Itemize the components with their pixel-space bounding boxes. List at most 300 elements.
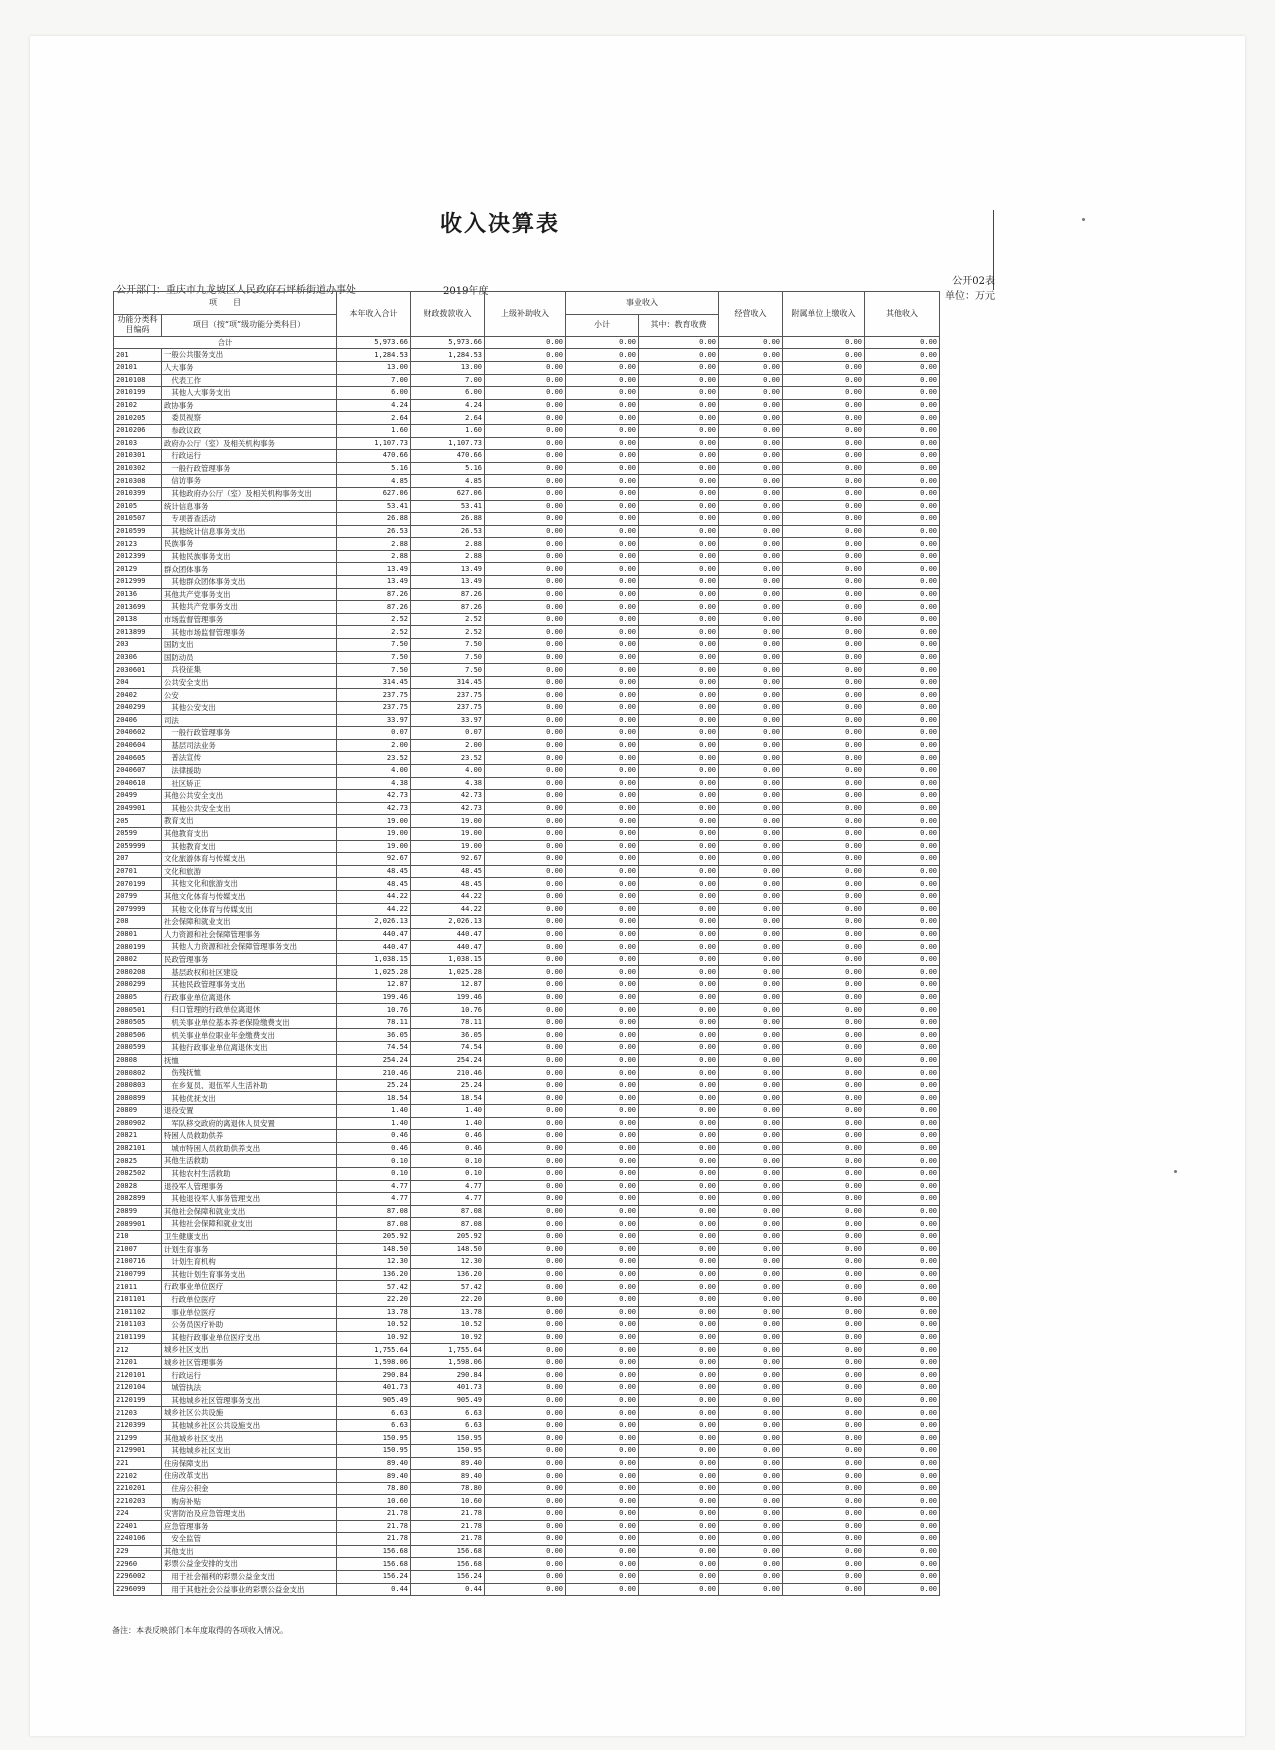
item-name-cell: 其他民族事务支出 [162,550,337,563]
total-cell: 89.40 [337,1457,411,1470]
header-business: 事业收入 [566,292,719,315]
superior-cell: 0.00 [485,1293,566,1306]
total-cell: 2.52 [337,626,411,639]
affiliated-cell: 0.00 [783,639,865,652]
business-subtotal-cell: 0.00 [566,1570,639,1583]
education-fee-cell: 0.00 [639,1281,719,1294]
table-row [114,412,940,425]
item-name-cell: 法律援助 [162,764,337,777]
table-row [114,1344,940,1357]
item-name-cell: 参政议政 [162,424,337,437]
func-code-cell: 21011 [114,1281,162,1294]
operating-cell: 0.00 [719,601,783,614]
affiliated-cell: 0.00 [783,550,865,563]
table-row [114,664,940,677]
affiliated-cell: 0.00 [783,1130,865,1143]
func-code-cell: 210 [114,1230,162,1243]
other-cell: 0.00 [865,1105,940,1118]
business-subtotal-cell: 0.00 [566,450,639,463]
fiscal-cell: 1,038.15 [411,953,485,966]
header-operating: 经营收入 [719,292,783,337]
operating-cell: 0.00 [719,953,783,966]
operating-cell: 0.00 [719,1382,783,1395]
business-subtotal-cell: 0.00 [566,424,639,437]
affiliated-cell: 0.00 [783,1369,865,1382]
fiscal-cell: 25.24 [411,1079,485,1092]
education-fee-cell: 0.00 [639,639,719,652]
education-fee-cell: 0.00 [639,702,719,715]
superior-cell: 0.00 [485,802,566,815]
other-cell: 0.00 [865,1004,940,1017]
other-cell: 0.00 [865,361,940,374]
business-subtotal-cell: 0.00 [566,1243,639,1256]
affiliated-cell: 0.00 [783,626,865,639]
business-subtotal-cell: 0.00 [566,953,639,966]
other-cell: 0.00 [865,1482,940,1495]
operating-cell: 0.00 [719,1256,783,1269]
education-fee-cell: 0.00 [639,865,719,878]
affiliated-cell: 0.00 [783,1230,865,1243]
business-subtotal-cell: 0.00 [566,550,639,563]
fiscal-cell: 254.24 [411,1054,485,1067]
affiliated-cell: 0.00 [783,1344,865,1357]
superior-cell: 0.00 [485,550,566,563]
fiscal-cell: 21.78 [411,1508,485,1521]
operating-cell: 0.00 [719,1445,783,1458]
total-cell: 6.63 [337,1419,411,1432]
item-name-cell: 政协事务 [162,399,337,412]
fiscal-cell: 440.47 [411,941,485,954]
other-cell: 0.00 [865,462,940,475]
func-code-cell: 2120399 [114,1419,162,1432]
operating-cell: 0.00 [719,462,783,475]
business-subtotal-cell: 0.00 [566,827,639,840]
func-code-cell: 2012999 [114,576,162,589]
table-row [114,1306,940,1319]
superior-cell: 0.00 [485,538,566,551]
other-cell: 0.00 [865,1016,940,1029]
business-subtotal-cell: 0.00 [566,651,639,664]
education-fee-cell: 0.00 [639,1130,719,1143]
business-subtotal-cell: 0.00 [566,1256,639,1269]
item-name-cell: 其他教育支出 [162,840,337,853]
func-code-cell: 224 [114,1508,162,1521]
item-name-cell: 其他文化体育与传媒支出 [162,903,337,916]
business-subtotal-cell: 0.00 [566,525,639,538]
header-other: 其他收入 [865,292,940,337]
operating-cell: 0.00 [719,979,783,992]
fiscal-cell: 1,025.28 [411,966,485,979]
affiliated-cell: 0.00 [783,802,865,815]
superior-cell: 0.00 [485,424,566,437]
education-fee-cell: 0.00 [639,1079,719,1092]
fiscal-cell: 627.06 [411,487,485,500]
other-cell: 0.00 [865,1570,940,1583]
education-fee-cell: 0.00 [639,550,719,563]
item-name-cell: 行政单位医疗 [162,1293,337,1306]
other-cell: 0.00 [865,601,940,614]
education-fee-cell: 0.00 [639,1432,719,1445]
superior-cell: 0.00 [485,1445,566,1458]
superior-cell: 0.00 [485,991,566,1004]
fiscal-cell: 210.46 [411,1067,485,1080]
table-row [114,588,940,601]
affiliated-cell: 0.00 [783,790,865,803]
business-subtotal-cell: 0.00 [566,1457,639,1470]
operating-cell: 0.00 [719,676,783,689]
item-name-cell: 其他教育支出 [162,827,337,840]
func-code-cell: 20808 [114,1054,162,1067]
func-code-cell: 207 [114,853,162,866]
superior-cell: 0.00 [485,1382,566,1395]
func-code-cell: 20101 [114,361,162,374]
total-cell: 205.92 [337,1230,411,1243]
func-code-cell: 205 [114,815,162,828]
fiscal-cell: 401.73 [411,1382,485,1395]
affiliated-cell: 0.00 [783,538,865,551]
header-item-group: 项 目 [114,292,337,315]
other-cell: 0.00 [865,387,940,400]
func-code-cell: 2012399 [114,550,162,563]
business-subtotal-cell: 0.00 [566,903,639,916]
total-cell: 314.45 [337,676,411,689]
business-subtotal-cell: 0.00 [566,1306,639,1319]
operating-cell: 0.00 [719,865,783,878]
item-name-cell: 退役安置 [162,1105,337,1118]
business-subtotal-cell: 0.00 [566,613,639,626]
education-fee-cell: 0.00 [639,1319,719,1332]
func-code-cell: 2080902 [114,1117,162,1130]
superior-cell: 0.00 [485,525,566,538]
business-subtotal-cell: 0.00 [566,1092,639,1105]
item-name-cell: 机关事业单位基本养老保险缴费支出 [162,1016,337,1029]
other-cell: 0.00 [865,865,940,878]
education-fee-cell: 0.00 [639,1394,719,1407]
table-row [114,802,940,815]
table-row [114,752,940,765]
total-cell: 4.77 [337,1193,411,1206]
education-fee-cell: 0.00 [639,1470,719,1483]
fiscal-cell: 1.60 [411,424,485,437]
item-name-cell: 计划生育机构 [162,1256,337,1269]
total-cell: 2.52 [337,613,411,626]
business-subtotal-cell: 0.00 [566,1281,639,1294]
func-code-cell: 20805 [114,991,162,1004]
operating-cell: 0.00 [719,424,783,437]
education-fee-cell: 0.00 [639,500,719,513]
table-row [114,689,940,702]
affiliated-cell: 0.00 [783,1079,865,1092]
fiscal-cell: 2.88 [411,538,485,551]
item-name-cell: 国防支出 [162,639,337,652]
business-subtotal-cell: 0.00 [566,462,639,475]
table-row [114,1193,940,1206]
operating-cell: 0.00 [719,1369,783,1382]
business-subtotal-cell: 0.00 [566,1130,639,1143]
affiliated-cell: 0.00 [783,1016,865,1029]
func-code-cell: 2010599 [114,525,162,538]
education-fee-cell: 0.00 [639,1482,719,1495]
table-row [114,1067,940,1080]
total-cell: 150.95 [337,1432,411,1445]
business-subtotal-cell: 0.00 [566,1042,639,1055]
superior-cell: 0.00 [485,903,566,916]
business-subtotal-cell: 0.00 [566,1432,639,1445]
operating-cell: 0.00 [719,689,783,702]
affiliated-cell: 0.00 [783,601,865,614]
fiscal-cell: 314.45 [411,676,485,689]
other-cell: 0.00 [865,1142,940,1155]
func-code-cell: 20809 [114,1105,162,1118]
education-fee-cell: 0.00 [639,903,719,916]
affiliated-cell: 0.00 [783,387,865,400]
func-code-cell: 20105 [114,500,162,513]
education-fee-cell: 0.00 [639,525,719,538]
total-cell: 74.54 [337,1042,411,1055]
other-cell: 0.00 [865,1432,940,1445]
education-fee-cell: 0.00 [639,1520,719,1533]
table-row [114,815,940,828]
func-code-cell: 2013699 [114,601,162,614]
item-name-cell: 国防动员 [162,651,337,664]
superior-cell: 0.00 [485,349,566,362]
func-code-cell: 20136 [114,588,162,601]
superior-cell: 0.00 [485,412,566,425]
education-fee-cell: 0.00 [639,979,719,992]
table-row [114,865,940,878]
total-cell: 290.84 [337,1369,411,1382]
fiscal-cell: 2.00 [411,739,485,752]
affiliated-cell: 0.00 [783,1306,865,1319]
operating-cell: 0.00 [719,1457,783,1470]
education-fee-cell: 0.00 [639,1155,719,1168]
total-cell: 0.07 [337,727,411,740]
table-row [114,827,940,840]
fiscal-cell: 0.46 [411,1142,485,1155]
total-cell: 7.50 [337,639,411,652]
operating-cell: 0.00 [719,500,783,513]
education-fee-cell: 0.00 [639,1054,719,1067]
other-cell: 0.00 [865,1268,940,1281]
header-item-name: 项目（按“项”级功能分类科目） [162,315,337,337]
total-cell: 48.45 [337,878,411,891]
total-cell: 78.80 [337,1482,411,1495]
operating-cell: 0.00 [719,739,783,752]
item-name-cell: 其他社会保障和就业支出 [162,1218,337,1231]
education-fee-cell: 0.00 [639,1344,719,1357]
func-code-cell: 2080501 [114,1004,162,1017]
func-code-cell: 2010308 [114,475,162,488]
fiscal-cell: 4.24 [411,399,485,412]
affiliated-cell: 0.00 [783,1092,865,1105]
business-subtotal-cell: 0.00 [566,1583,639,1596]
fiscal-cell: 13.00 [411,361,485,374]
superior-cell: 0.00 [485,1394,566,1407]
operating-cell: 0.00 [719,1419,783,1432]
education-fee-cell: 0.00 [639,487,719,500]
table-row [114,1470,940,1483]
other-cell: 0.00 [865,639,940,652]
item-name-cell: 民政管理事务 [162,953,337,966]
business-subtotal-cell: 0.00 [566,1369,639,1382]
department-label: 公开部门：重庆市九龙坡区人民政府石坪桥街道办事处 [116,285,356,296]
education-fee-cell: 0.00 [639,462,719,475]
fiscal-cell: 44.22 [411,903,485,916]
superior-cell: 0.00 [485,878,566,891]
affiliated-cell: 0.00 [783,1218,865,1231]
other-cell: 0.00 [865,764,940,777]
operating-cell: 0.00 [719,941,783,954]
affiliated-cell: 0.00 [783,953,865,966]
superior-cell: 0.00 [485,1193,566,1206]
table-row [114,764,940,777]
item-name-cell: 其他生活救助 [162,1155,337,1168]
table-row [114,1155,940,1168]
operating-cell: 0.00 [719,1004,783,1017]
func-code-cell: 203 [114,639,162,652]
item-name-cell: 一般行政管理事务 [162,727,337,740]
education-fee-cell: 0.00 [639,588,719,601]
business-subtotal-cell: 0.00 [566,1293,639,1306]
total-cell: 6.63 [337,1407,411,1420]
table-row [114,916,940,929]
func-code-cell: 20102 [114,399,162,412]
affiliated-cell: 0.00 [783,1004,865,1017]
operating-cell: 0.00 [719,991,783,1004]
operating-cell: 0.00 [719,1508,783,1521]
other-cell: 0.00 [865,1344,940,1357]
item-name-cell: 其他公安支出 [162,702,337,715]
education-fee-cell: 0.00 [639,450,719,463]
affiliated-cell: 0.00 [783,865,865,878]
other-cell: 0.00 [865,651,940,664]
item-name-cell: 人力资源和社会保障管理事务 [162,928,337,941]
fiscal-cell: 4.85 [411,475,485,488]
education-fee-cell: 0.00 [639,563,719,576]
total-value: 0.00 [485,336,566,349]
business-subtotal-cell: 0.00 [566,361,639,374]
item-name-cell: 普法宣传 [162,752,337,765]
table-row [114,702,940,715]
total-cell: 148.50 [337,1243,411,1256]
func-code-cell: 20801 [114,928,162,941]
fiscal-cell: 2.52 [411,626,485,639]
superior-cell: 0.00 [485,727,566,740]
table-row [114,399,940,412]
education-fee-cell: 0.00 [639,651,719,664]
other-cell: 0.00 [865,538,940,551]
operating-cell: 0.00 [719,1331,783,1344]
superior-cell: 0.00 [485,487,566,500]
operating-cell: 0.00 [719,1570,783,1583]
affiliated-cell: 0.00 [783,1482,865,1495]
business-subtotal-cell: 0.00 [566,752,639,765]
superior-cell: 0.00 [485,689,566,702]
operating-cell: 0.00 [719,1180,783,1193]
affiliated-cell: 0.00 [783,1067,865,1080]
operating-cell: 0.00 [719,349,783,362]
total-cell: 2.88 [337,538,411,551]
table-row [114,1004,940,1017]
func-code-cell: 2010507 [114,513,162,526]
operating-cell: 0.00 [719,1067,783,1080]
other-cell: 0.00 [865,1205,940,1218]
other-cell: 0.00 [865,727,940,740]
func-code-cell: 20599 [114,827,162,840]
total-cell: 156.24 [337,1570,411,1583]
operating-cell: 0.00 [719,1117,783,1130]
business-subtotal-cell: 0.00 [566,1482,639,1495]
operating-cell: 0.00 [719,1394,783,1407]
table-row [114,424,940,437]
superior-cell: 0.00 [485,827,566,840]
education-fee-cell: 0.00 [639,1180,719,1193]
fiscal-cell: 1.40 [411,1105,485,1118]
table-row [114,991,940,1004]
func-code-cell: 20899 [114,1205,162,1218]
education-fee-cell: 0.00 [639,777,719,790]
affiliated-cell: 0.00 [783,1570,865,1583]
operating-cell: 0.00 [719,1054,783,1067]
total-cell: 87.08 [337,1205,411,1218]
func-code-cell: 20129 [114,563,162,576]
func-code-cell: 2120199 [114,1394,162,1407]
operating-cell: 0.00 [719,513,783,526]
total-cell: 1,755.64 [337,1344,411,1357]
education-fee-cell: 0.00 [639,424,719,437]
superior-cell: 0.00 [485,1243,566,1256]
total-cell: 199.46 [337,991,411,1004]
affiliated-cell: 0.00 [783,1142,865,1155]
table-row [114,1130,940,1143]
total-cell: 87.26 [337,601,411,614]
func-code-cell: 2040604 [114,739,162,752]
item-name-cell: 基层司法业务 [162,739,337,752]
other-cell: 0.00 [865,475,940,488]
affiliated-cell: 0.00 [783,1432,865,1445]
affiliated-cell: 0.00 [783,1293,865,1306]
item-name-cell: 行政事业单位医疗 [162,1281,337,1294]
func-code-cell: 221 [114,1457,162,1470]
affiliated-cell: 0.00 [783,563,865,576]
other-cell: 0.00 [865,1243,940,1256]
header-subtotal: 小计 [566,315,639,337]
item-name-cell: 统计信息事务 [162,500,337,513]
fiscal-cell: 36.05 [411,1029,485,1042]
table-row [114,1079,940,1092]
other-cell: 0.00 [865,664,940,677]
fiscal-cell: 26.88 [411,513,485,526]
total-cell: 2.88 [337,550,411,563]
func-code-cell: 20402 [114,689,162,702]
education-fee-cell: 0.00 [639,374,719,387]
operating-cell: 0.00 [719,664,783,677]
superior-cell: 0.00 [485,1457,566,1470]
affiliated-cell: 0.00 [783,1193,865,1206]
table-row [114,1016,940,1029]
superior-cell: 0.00 [485,1130,566,1143]
business-subtotal-cell: 0.00 [566,1205,639,1218]
operating-cell: 0.00 [719,437,783,450]
operating-cell: 0.00 [719,576,783,589]
table-row [114,777,940,790]
table-row [114,676,940,689]
affiliated-cell: 0.00 [783,1155,865,1168]
fiscal-cell: 7.50 [411,639,485,652]
business-subtotal-cell: 0.00 [566,1495,639,1508]
total-cell: 7.50 [337,664,411,677]
other-cell: 0.00 [865,1419,940,1432]
